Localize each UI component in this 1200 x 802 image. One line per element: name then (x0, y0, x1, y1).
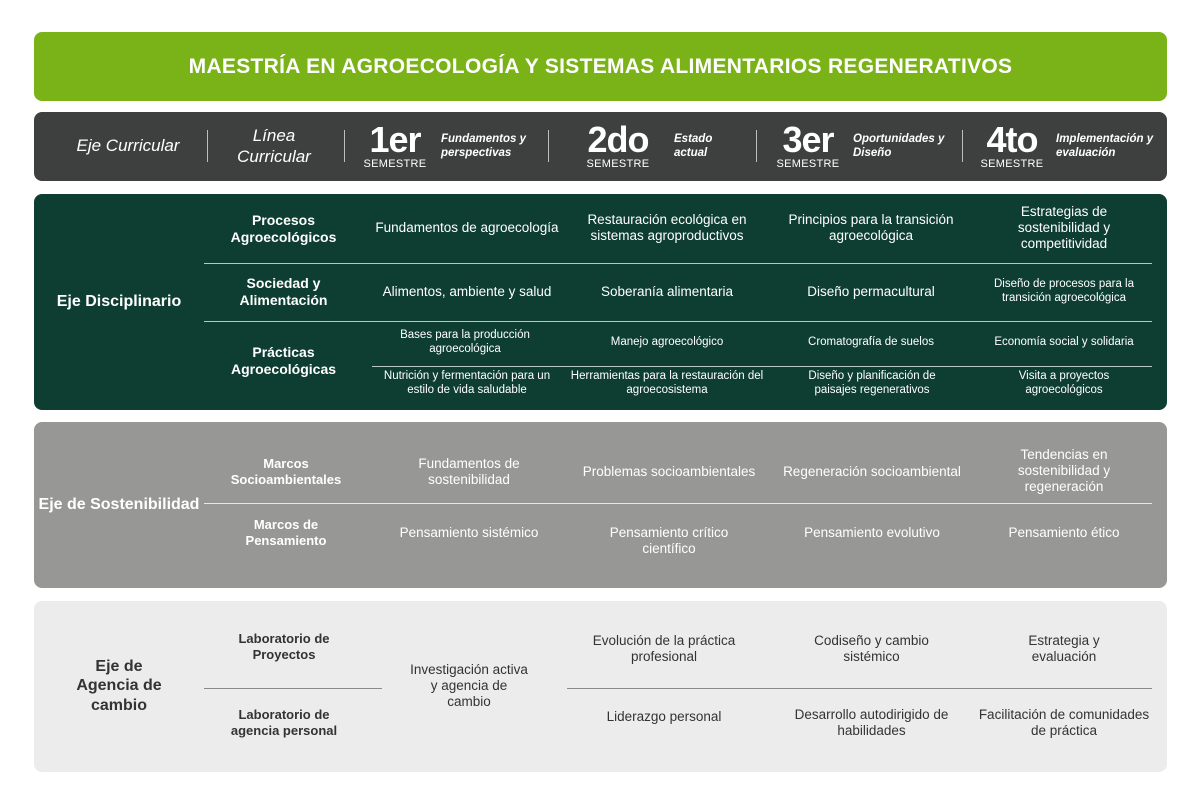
course-cell: Fundamentos de agroecología (375, 219, 559, 235)
course-cell: Pensamiento sistémico (399, 524, 539, 540)
row-divider (567, 688, 1152, 689)
course-cell: Diseño permacultural (807, 283, 935, 299)
line-name: Procesos Agroecológicos (230, 212, 337, 245)
page-title: MAESTRÍA EN AGROECOLOGÍA Y SISTEMAS ALIMENTARIOS REGENERATIVOS (188, 54, 1013, 78)
course-cell: Bases para la producción agroecológica (400, 329, 530, 355)
semester-1-desc: Fundamentos y perspectivas (441, 133, 526, 160)
semester-4-number: 4to (986, 119, 1038, 160)
line-name: Prácticas Agroecológicas (230, 344, 337, 377)
semester-1-number: 1er (369, 119, 421, 160)
semester-2-desc: Estado actual (674, 133, 713, 160)
row-divider (372, 366, 1152, 367)
course-cell: Soberanía alimentaria (600, 283, 734, 299)
course-cell: Pensamiento crítico científico (609, 524, 729, 556)
course-cell: Pensamiento ético (1008, 524, 1120, 540)
course-cell: Fundamentos de sostenibilidad (418, 455, 520, 487)
semester-2-number: 2do (587, 119, 649, 160)
course-cell: Economía social y solidaria (994, 336, 1134, 349)
row-divider (204, 321, 1152, 322)
divider (344, 130, 345, 162)
axis-label: Eje de Agencia de cambio (76, 658, 162, 714)
course-cell: Desarrollo autodirigido de habilidades (794, 706, 949, 738)
divider (207, 130, 208, 162)
row-divider (204, 503, 1152, 504)
eje-disciplinario-band (34, 194, 1167, 410)
course-cell: Diseño de procesos para la transición agroecológica (994, 278, 1134, 304)
merged-course-cell: Investigación activa y agencia de cambio (410, 661, 528, 710)
course-cell: Manejo agroecológico (610, 336, 724, 349)
semester-2-word: SEMESTRE (586, 158, 650, 170)
course-cell: Estrategias de sostenibilidad y competitividad (1017, 203, 1111, 252)
course-cell: Problemas socioambientales (582, 463, 756, 479)
course-cell: Principios para la transición agroecológica (788, 211, 954, 243)
line-name: Marcos Socioambientales (230, 456, 342, 487)
course-cell: Liderazgo personal (606, 708, 722, 724)
semester-2 (578, 119, 658, 171)
header-linea: Línea Curricular (237, 126, 311, 166)
line-name: Laboratorio de Proyectos (238, 631, 330, 662)
divider (962, 130, 963, 162)
line-name: Marcos de Pensamiento (245, 517, 327, 548)
course-cell: Tendencias en sostenibilidad y regeneración (1017, 446, 1111, 495)
course-cell: Codiseño y cambio sistémico (814, 632, 929, 664)
axis-label: Eje Disciplinario (56, 293, 182, 311)
course-cell: Cromatografía de suelos (808, 336, 934, 349)
course-cell: Restauración ecológica en sistemas agroproductivos (587, 211, 747, 243)
semester-4 (976, 119, 1048, 171)
eje-sostenibilidad-band (34, 422, 1167, 588)
title-banner (34, 32, 1167, 101)
axis-label: Eje de Sostenibilidad (38, 496, 200, 514)
course-cell: Visita a proyectos agroecológicos (1018, 370, 1110, 396)
line-name: Sociedad y Alimentación (239, 275, 328, 308)
course-cell: Estrategia y evaluación (1028, 632, 1100, 664)
course-cell: Herramientas para la restauración del agroecosistema (570, 370, 764, 396)
line-name: Laboratorio de agencia personal (230, 707, 338, 738)
semester-1 (360, 119, 430, 171)
semester-3-number: 3er (782, 119, 834, 160)
row-divider (204, 688, 382, 689)
divider (756, 130, 757, 162)
course-cell: Alimentos, ambiente y salud (382, 283, 552, 299)
divider (548, 130, 549, 162)
course-cell: Pensamiento evolutivo (804, 524, 940, 540)
semester-4-desc: Implementación y evaluación (1056, 133, 1154, 160)
semester-3 (772, 119, 844, 171)
course-cell: Facilitación de comunidades de práctica (978, 706, 1150, 738)
course-cell: Diseño y planificación de paisajes regenerativos (808, 370, 936, 396)
course-cell: Evolución de la práctica profesional (592, 632, 736, 664)
header-eje: Eje Curricular (76, 136, 180, 156)
course-cell: Nutrición y fermentación para un estilo de vida saludable (383, 370, 551, 396)
semester-3-desc: Oportunidades y Diseño (853, 133, 945, 160)
course-cell: Regeneración socioambiental (783, 463, 961, 479)
header-band (34, 112, 1167, 181)
eje-agencia-band (34, 601, 1167, 772)
semester-3-word: SEMESTRE (776, 158, 840, 170)
row-divider (204, 263, 1152, 264)
semester-4-word: SEMESTRE (980, 158, 1044, 170)
semester-1-word: SEMESTRE (363, 158, 427, 170)
